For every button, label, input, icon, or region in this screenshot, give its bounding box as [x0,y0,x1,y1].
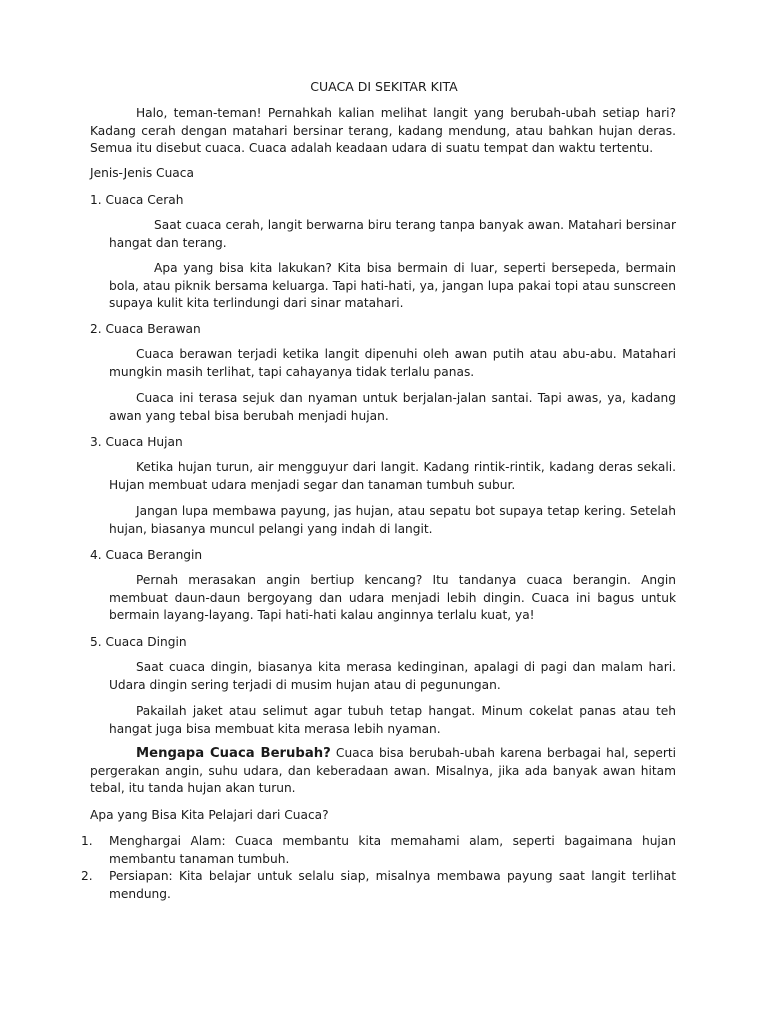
section-heading-berawan: 2. Cuaca Berawan [90,322,201,336]
list-number: 2. [81,869,93,883]
list-item [81,868,676,903]
section-paragraph: Jangan lupa membawa payung, jas hujan, atau sepatu bot supaya tetap kering. Setelah hujan, biasanya muncul pelangi yang indah di langit. [109,504,676,536]
list-number: 1. [81,834,93,848]
section-heading-dingin: 5. Cuaca Dingin [90,635,187,649]
section-paragraph: Apa yang bisa kita lakukan? Kita bisa bermain di luar, seperti bersepeda, bermain bola, atau piknik bersama keluarga. Tapi hati-hati, ya, jangan lupa pakai topi atau sunscreen supaya kulit kita terlindungi dari sinar matahari. [109,261,676,310]
section-heading-cerah: 1. Cuaca Cerah [90,193,184,207]
section-paragraph: Saat cuaca cerah, langit berwarna biru terang tanpa banyak awan. Matahari bersinar hangat dan terang. [109,218,676,250]
intro-paragraph: Halo, teman-teman! Pernahkah kalian melihat langit yang berubah-ubah setiap hari? Kadang cerah dengan matahari bersinar terang, kadang mendung, atau bahkan hujan deras. Semua itu disebut cuaca. Cuaca adalah keadaan udara di suatu tempat dan waktu tertentu. [90,106,676,155]
why-paragraph: Mengapa Cuaca Berubah? Cuaca bisa berubah-ubah karena berbagai hal, seperti pergerakan angin, suhu udara, dan keberadaan awan. Misalnya, jika ada banyak awan hitam tebal, itu tanda hujan akan turun. [90,746,676,795]
types-heading: Jenis-Jenis Cuaca [90,166,194,180]
section-paragraph: Saat cuaca dingin, biasanya kita merasa kedinginan, apalagi di pagi dan malam hari. Udara dingin sering terjadi di musim hujan atau di pegunungan. [109,660,676,692]
section-paragraph: Cuaca ini terasa sejuk dan nyaman untuk berjalan-jalan santai. Tapi awas, ya, kadang awan yang tebal bisa berubah menjadi hujan. [109,391,676,423]
section-paragraph: Pernah merasakan angin bertiup kencang? Itu tandanya cuaca berangin. Angin membuat daun-daun bergoyang dan udara menjadi lebih dingin. Cuaca ini bagus untuk bermain layang-layang. Tapi hati-hati kalau anginnya terlalu kuat, ya! [109,573,676,622]
section-heading-berangin: 4. Cuaca Berangin [90,548,203,562]
list-text: Menghargai Alam: Cuaca membantu kita memahami alam, seperti bagaimana hujan membantu tanaman tumbuh. [109,834,676,866]
document-title: CUACA DI SEKITAR KITA [310,79,458,94]
list-text: Persiapan: Kita belajar untuk selalu siap, misalnya membawa payung saat langit terlihat mendung. [109,869,676,901]
section-paragraph: Pakailah jaket atau selimut agar tubuh tetap hangat. Minum cokelat panas atau teh hangat juga bisa membuat kita merasa lebih nyaman. [109,704,676,736]
section-paragraph: Cuaca berawan terjadi ketika langit dipenuhi oleh awan putih atau abu-abu. Matahari mungkin masih terlihat, tapi cahayanya tidak terlalu panas. [109,347,676,379]
section-heading-hujan: 3. Cuaca Hujan [90,435,183,449]
list-item [81,833,676,868]
learn-heading: Apa yang Bisa Kita Pelajari dari Cuaca? [90,808,329,822]
why-bold-lead: Mengapa Cuaca Berubah? [136,746,331,761]
section-paragraph: Ketika hujan turun, air mengguyur dari langit. Kadang rintik-rintik, kadang deras sekali. Hujan membuat udara menjadi segar dan tanaman tumbuh subur. [109,460,676,492]
